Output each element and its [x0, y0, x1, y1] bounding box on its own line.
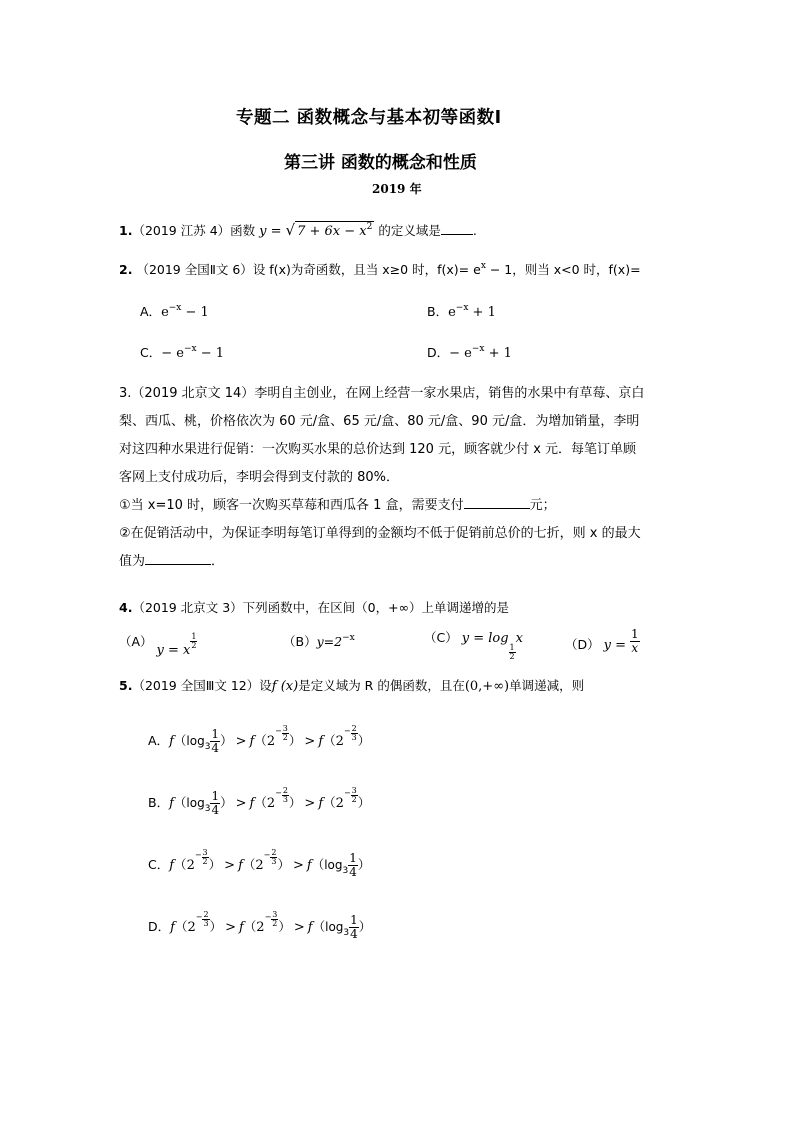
f-symbol: f — [307, 920, 313, 935]
option-rest: − 1 — [196, 346, 225, 361]
option-rest: + 1 — [468, 305, 496, 320]
greater-than-sign: > — [304, 734, 316, 749]
exponent-fraction — [270, 849, 277, 866]
q3-sub2-end: ． — [211, 554, 225, 569]
exponent — [275, 783, 289, 804]
log-label: log — [186, 796, 205, 810]
exp-den: 2 — [272, 918, 278, 928]
sqrt-icon: √ — [285, 221, 296, 239]
option-base: − e — [161, 346, 184, 361]
option-label: A． — [148, 733, 170, 748]
option-label: D． — [148, 919, 171, 934]
option-exp: −x — [455, 303, 469, 313]
q1-radicand-box — [295, 221, 374, 243]
q4-a-exp-num: 1 — [191, 632, 197, 641]
option-base: e — [161, 305, 169, 320]
q5-text-a: 设 — [259, 678, 272, 693]
q2-number: 2. — [119, 262, 133, 277]
exponent — [265, 907, 279, 928]
exp-den: 3 — [282, 794, 288, 804]
q4-d-num: 1 — [630, 627, 639, 641]
q3-line-4: 客网上支付成功后，李明会得到支付款的 80%． — [119, 470, 400, 485]
minus-sign: − — [343, 788, 351, 798]
q5-term: f（2− $\frac{2}{3}$ ） — [238, 857, 290, 872]
q5-source: （2019 全国Ⅲ文 12） — [132, 678, 260, 693]
log-fraction — [349, 914, 359, 941]
option-label: D． — [427, 345, 450, 360]
q3-number: 3. — [119, 386, 132, 401]
base-two: 2 — [266, 734, 276, 749]
option-exp: −x — [471, 344, 485, 354]
exponent-fraction — [271, 911, 278, 928]
option-label: （C） — [424, 630, 458, 645]
q1-number: 1. — [119, 223, 133, 238]
exponent — [195, 845, 209, 866]
exponent — [275, 721, 289, 742]
log-fraction — [348, 852, 358, 879]
log-den: 4 — [349, 865, 357, 879]
log-base: 3 — [204, 742, 211, 752]
log-fraction — [210, 728, 220, 755]
q3-sub-2-cont — [119, 548, 644, 576]
log-num: 1 — [211, 727, 220, 741]
q5-fx: f (x) — [271, 679, 299, 694]
q4-c-expr: y = log — [461, 631, 509, 646]
minus-sign: − — [275, 788, 282, 798]
exponent-fraction — [351, 725, 358, 742]
q1-end: . — [472, 223, 477, 238]
question-4 — [119, 598, 509, 618]
exponent — [344, 783, 358, 804]
q4-option-d[interactable] — [565, 627, 640, 659]
option-label: （D） — [565, 637, 600, 652]
exponent-fraction — [351, 787, 358, 804]
greater-than-sign: > — [304, 796, 316, 811]
q4-option-a[interactable] — [119, 632, 197, 658]
q1-source: （2019 江苏 4） — [132, 223, 231, 238]
base-two: 2 — [266, 796, 276, 811]
log-label: log — [324, 858, 343, 872]
exp-den: 2 — [202, 856, 208, 866]
year-label: 2019 年 — [372, 182, 422, 196]
q2-exp: x — [480, 261, 486, 271]
q3-sub2-blank[interactable] — [145, 552, 211, 565]
minus-sign: − — [263, 850, 271, 860]
exp-num: 3 — [202, 847, 208, 857]
q5-term: f（2− $\frac{2}{3}$ ） — [318, 733, 370, 748]
exp-num: 2 — [282, 785, 288, 795]
minus-sign: − — [195, 912, 203, 922]
option-label: （B） — [283, 634, 317, 649]
page-subtitle: 第三讲 函数的概念和性质 — [284, 153, 477, 173]
q4-c-var: x — [515, 631, 523, 646]
f-symbol: f — [318, 734, 324, 749]
q5-term: f（2− $\frac{2}{3}$ ） — [250, 795, 302, 810]
q2-source: （2019 全国Ⅱ文 6） — [136, 262, 253, 277]
question-1 — [119, 220, 477, 243]
q5-term: $f(\log_3$ $\frac{1}{4}$ ） — [169, 789, 233, 817]
log-base: 3 — [342, 866, 349, 876]
option-label: B． — [427, 304, 449, 319]
q4-a-exp-den: 2 — [191, 641, 197, 650]
q4-d-den: x — [631, 641, 639, 655]
exp-den: 3 — [351, 732, 357, 742]
minus-sign: − — [343, 726, 351, 736]
q4-a-exp — [190, 630, 197, 650]
log-den: 4 — [350, 927, 358, 941]
log-num: 1 — [349, 851, 357, 865]
q3-sub2-text: 值为 — [119, 554, 146, 569]
greater-than-sign: > — [225, 920, 236, 935]
log-num: 1 — [211, 789, 220, 803]
base-two: 2 — [335, 734, 344, 749]
base-two: 2 — [256, 920, 265, 935]
q3-sub1-blank[interactable] — [464, 496, 530, 509]
exponent — [264, 845, 278, 866]
q1-text-a: 函数 — [230, 223, 256, 238]
q2-text: 设 f(x)为奇函数，且当 x≥0 时，f(x)= e — [252, 262, 481, 277]
log-base: 3 — [204, 804, 211, 814]
q1-text-b: 的定义域是 — [378, 223, 441, 238]
q5-term: f（2− $\frac{3}{2}$ ） — [249, 733, 301, 748]
q4-b-exp: −x — [342, 633, 355, 643]
option-label: B． — [148, 795, 170, 810]
f-symbol: f — [170, 920, 175, 935]
base-two: 2 — [186, 858, 195, 873]
q4-a-expr: y = x — [156, 643, 191, 658]
q5-text-b: 是定义域为 R 的偶函数，且在 — [298, 678, 465, 693]
base-two: 2 — [187, 920, 196, 935]
f-symbol: f — [318, 796, 324, 811]
f-symbol: f — [306, 858, 312, 873]
minus-sign: − — [194, 850, 202, 860]
log-base: 3 — [343, 928, 350, 938]
q3-sub1-end: 元； — [529, 498, 556, 513]
q3-source: （2019 北京文 14） — [131, 386, 255, 401]
f-symbol: f — [169, 734, 174, 749]
q5-option-d[interactable] — [148, 909, 372, 946]
log-num: 1 — [350, 913, 358, 927]
exp-den: 2 — [282, 732, 288, 742]
question-2 — [119, 260, 641, 282]
greater-than-sign: > — [293, 920, 305, 935]
base-two: 2 — [335, 796, 344, 811]
q5-term: f（2− $\frac{3}{2}$ ） — [239, 919, 291, 934]
q3-sub1-text: ①当 x=10 时，顾客一次购买草莓和西瓜各 1 盒，需要支付 — [119, 498, 464, 513]
log-label: log — [325, 920, 344, 934]
q2-option-b[interactable] — [427, 302, 496, 324]
q2-option-c[interactable] — [140, 343, 224, 365]
q4-option-b[interactable] — [283, 632, 355, 654]
exp-num: 3 — [282, 723, 288, 733]
f-symbol: f — [249, 734, 255, 749]
q3-sub-2: ②在促销活动中，为保证李明每笔订单得到的金额均不低于促销前总价的七折，则 x 的最大 — [119, 526, 641, 541]
page-title: 专题二 函数概念与基本初等函数Ⅰ — [236, 108, 502, 128]
greater-than-sign: > — [224, 858, 236, 873]
q5-option-b[interactable] — [148, 785, 371, 822]
q2-option-a[interactable] — [140, 302, 209, 324]
minus-sign: − — [275, 726, 282, 736]
q4-number: 4. — [119, 600, 133, 615]
option-rest: − 1 — [181, 305, 209, 320]
f-symbol: f — [238, 920, 244, 935]
q3-line-2: 梨、西瓜、桃，价格依次为 60 元/盒、65 元/盒、80 元/盒、90 元/盒．为增加销量，李明 — [119, 414, 640, 429]
q1-radicand-exp: 2 — [366, 222, 373, 232]
q5-option-c[interactable] — [148, 847, 371, 884]
q4-text: 下列函数中，在区间（0，+∞）上单调递增的是 — [242, 600, 510, 615]
q5-option-a[interactable] — [148, 723, 371, 760]
q5-term: $f(\log_3$ $\frac{1}{4}$ ） — [306, 851, 371, 879]
exponent-fraction — [282, 725, 289, 742]
q1-answer-blank[interactable] — [441, 222, 473, 235]
base-two: 2 — [255, 858, 264, 873]
q4-c-base — [509, 644, 516, 661]
exp-num: 2 — [271, 847, 277, 857]
option-rest: + 1 — [484, 346, 512, 361]
exponent-fraction — [202, 849, 209, 866]
option-label: C． — [148, 857, 170, 872]
exp-num: 3 — [272, 909, 278, 919]
q1-radicand: 7 + 6x − x — [297, 224, 367, 239]
exponent-fraction — [282, 787, 289, 804]
q3-text: 李明自主创业，在网上经营一家水果店，销售的水果中有草莓、京白 — [254, 386, 645, 401]
exp-den: 2 — [351, 794, 357, 804]
q4-c-base-num: 1 — [509, 643, 515, 652]
question-3 — [119, 380, 644, 576]
option-exp: −x — [168, 303, 182, 313]
q5-text-c: 单调递减，则 — [509, 678, 585, 693]
option-base: e — [448, 305, 456, 320]
q3-line-1 — [119, 380, 644, 408]
greater-than-sign: > — [235, 796, 247, 811]
option-label: C． — [140, 345, 162, 360]
q5-term: f（2− $\frac{2}{3}$ ） — [170, 919, 222, 934]
exponent-fraction — [202, 911, 209, 928]
q5-term: f（2− $\frac{3}{2}$ ） — [318, 795, 370, 810]
f-symbol: f — [249, 796, 255, 811]
minus-sign: − — [264, 912, 272, 922]
exponent — [196, 907, 210, 928]
q4-d-expr: y = — [603, 638, 626, 653]
question-5 — [119, 676, 584, 697]
q4-b-expr: y=2 — [316, 634, 343, 649]
log-den: 4 — [211, 803, 220, 817]
exp-den: 3 — [203, 918, 209, 928]
q4-option-c[interactable] — [424, 628, 523, 661]
option-base: − e — [449, 346, 472, 361]
q5-term: f（2− $\frac{3}{2}$ ） — [169, 857, 221, 872]
q2-option-d[interactable] — [427, 343, 512, 365]
option-label: （A） — [119, 634, 153, 649]
q4-c-base-den: 2 — [509, 652, 515, 661]
log-fraction — [210, 790, 220, 817]
q1-y-eq: y = — [259, 224, 282, 239]
exponent — [344, 721, 358, 742]
greater-than-sign: > — [235, 734, 247, 749]
exp-num: 2 — [351, 723, 357, 733]
q5-term: $f(\log_3$ $\frac{1}{4}$ ） — [307, 913, 372, 941]
log-label: log — [186, 734, 205, 748]
f-symbol: f — [238, 858, 243, 873]
exp-den: 3 — [271, 856, 277, 866]
exp-num: 3 — [351, 785, 357, 795]
q3-sub-1 — [119, 492, 644, 520]
q5-number: 5. — [119, 678, 133, 693]
option-label: A． — [140, 304, 162, 319]
q3-line-3: 对这四种水果进行促销：一次购买水果的总价达到 120 元，顾客就少付 x 元．每笔订单顾 — [119, 442, 637, 457]
q2-text-b: − 1，则当 x<0 时，f(x)= — [485, 262, 641, 277]
q4-source: （2019 北京文 3） — [132, 600, 243, 615]
exp-num: 2 — [203, 909, 209, 919]
greater-than-sign: > — [292, 858, 304, 873]
q5-term: $f(\log_3$ $\frac{1}{4}$ ） — [169, 727, 233, 755]
q5-interval: (0,+∞) — [464, 679, 510, 694]
f-symbol: f — [169, 796, 174, 811]
f-symbol: f — [169, 858, 175, 873]
option-exp: −x — [183, 344, 197, 354]
log-den: 4 — [211, 741, 220, 755]
q4-d-frac — [630, 628, 640, 655]
